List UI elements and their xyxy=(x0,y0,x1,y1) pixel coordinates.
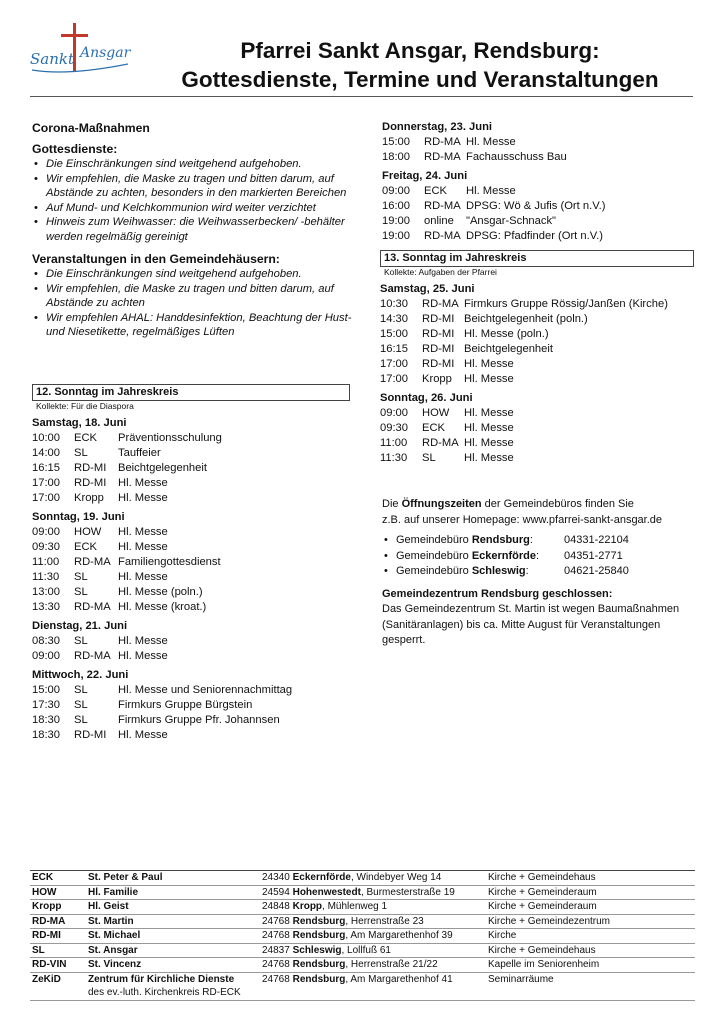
event: Beichtgelegenheit (poln.) xyxy=(464,313,588,325)
street: , Herrenstraße 23 xyxy=(345,915,424,927)
street: , Windebyer Weg 14 xyxy=(350,872,442,883)
location-code: RD-VIN xyxy=(30,958,86,973)
time: 09:30 xyxy=(32,541,60,553)
city: Rendsburg xyxy=(292,973,346,985)
place: ECK xyxy=(74,432,98,444)
time: 09:00 xyxy=(32,526,60,538)
office-schleswig xyxy=(382,564,694,580)
place: ECK xyxy=(424,185,448,197)
time: 08:30 xyxy=(32,635,60,647)
opening-hours-note xyxy=(382,497,694,513)
time: 17:00 xyxy=(380,358,408,370)
time: 15:00 xyxy=(32,684,60,696)
time: 18:00 xyxy=(382,151,410,163)
location-type: Kirche + Gemeinderaum xyxy=(486,885,695,900)
services-title: Gottesdienste: xyxy=(32,142,118,156)
event: Hl. Messe xyxy=(466,185,516,197)
location-code: SL xyxy=(30,943,86,958)
location-type: Kirche + Gemeindehaus xyxy=(486,871,695,886)
svg-text:Ansgar: Ansgar xyxy=(80,45,131,61)
time: 17:00 xyxy=(32,492,60,504)
office-sep: : xyxy=(525,565,529,577)
day-heading: Samstag, 18. Juni xyxy=(32,417,127,429)
corona-section xyxy=(32,121,352,340)
place: ECK xyxy=(422,422,446,434)
schedule-row xyxy=(382,229,694,244)
zip: 24768 xyxy=(262,915,293,927)
location-type: Kirche + Gemeindezentrum xyxy=(486,914,695,929)
schedule-row xyxy=(32,491,350,506)
schedule-row xyxy=(380,342,694,357)
sunday-13-section xyxy=(380,250,694,466)
place: RD-MA xyxy=(422,298,459,310)
zip: 24768 xyxy=(262,973,293,985)
place: online xyxy=(424,215,454,227)
city: Hohenwestedt xyxy=(292,886,361,898)
schedule-row xyxy=(32,446,350,461)
place: SL xyxy=(74,571,88,583)
time: 18:30 xyxy=(32,714,60,726)
location-name: St. Martin xyxy=(86,914,260,929)
location-address xyxy=(260,958,486,973)
schedule-row xyxy=(32,649,350,664)
zip: 24837 xyxy=(262,944,293,956)
event: Hl. Messe xyxy=(118,541,168,553)
time: 10:30 xyxy=(380,298,408,310)
place: SL xyxy=(74,684,88,696)
time: 17:30 xyxy=(32,699,60,711)
event: DPSG: Pfadfinder (Ort n.V.) xyxy=(466,230,603,242)
location-code: ZeKiD xyxy=(30,972,86,1000)
event: Beichtgelegenheit xyxy=(118,462,207,474)
location-type: Kirche + Gemeinderaum xyxy=(486,900,695,915)
schedule-row xyxy=(32,555,350,570)
event: Familiengottesdienst xyxy=(118,556,221,568)
place: SL xyxy=(74,447,88,459)
event: Firmkurs Gruppe Rössig/Janßen (Kirche) xyxy=(464,298,668,310)
location-name-line-2: des ev.-luth. Kirchenkreis RD-ECK xyxy=(88,987,241,998)
time: 15:00 xyxy=(380,328,408,340)
table-row xyxy=(30,958,695,973)
locations-table xyxy=(30,870,695,1001)
event: Hl. Messe xyxy=(118,526,168,538)
time: 11:00 xyxy=(380,437,408,449)
event: Hl. Messe xyxy=(466,136,516,148)
event: Hl. Messe xyxy=(118,635,168,647)
location-name-line: Zentrum für Kirchliche Dienste xyxy=(88,973,235,985)
event: Hl. Messe xyxy=(118,571,168,583)
closure-text: Das Gemeindezentrum St. Martin ist wegen Baumaßnahmen (Sanitäranlagen) bis ca. Mitte August für Veranstaltungen gesperrt. xyxy=(382,603,680,646)
day-heading: Dienstag, 21. Juni xyxy=(32,620,128,632)
zip: 24340 xyxy=(262,872,293,883)
location-name: St. Peter & Paul xyxy=(86,871,260,886)
table-row xyxy=(30,900,695,915)
place: RD-MA xyxy=(424,151,461,163)
schedule-row xyxy=(382,199,694,214)
schedule-list xyxy=(32,416,350,743)
time: 10:00 xyxy=(32,432,60,444)
place: RD-MA xyxy=(74,650,111,662)
event: Beichtgelegenheit xyxy=(464,343,553,355)
event: Hl. Messe xyxy=(464,422,514,434)
street: , Lollfuß 61 xyxy=(341,944,391,956)
schedule-row xyxy=(382,150,694,165)
schedule-row xyxy=(382,184,694,199)
event: Hl. Messe (poln.) xyxy=(118,586,203,598)
time: 09:00 xyxy=(380,407,408,419)
location-code: Kropp xyxy=(30,900,86,915)
office-phone: 04331-22104 xyxy=(564,534,629,546)
place: RD-MA xyxy=(424,230,461,242)
intro-text-2: der Gemeindebüros finden Sie xyxy=(481,498,634,510)
intro-text: Die xyxy=(382,498,402,510)
time: 13:30 xyxy=(32,601,60,613)
time: 17:00 xyxy=(380,373,408,385)
day-heading: Samstag, 25. Juni xyxy=(380,283,475,295)
schedule-row xyxy=(32,683,350,698)
time: 16:15 xyxy=(380,343,408,355)
schedule-row xyxy=(32,713,350,728)
office-sep: : xyxy=(529,534,533,546)
street: , Herrenstraße 21/22 xyxy=(345,959,438,970)
event: Hl. Messe xyxy=(464,407,514,419)
schedule-row xyxy=(380,357,694,372)
location-address xyxy=(260,871,486,886)
event: Firmkurs Gruppe Pfr. Johannsen xyxy=(118,714,280,726)
location-address xyxy=(260,943,486,958)
schedule-row xyxy=(380,451,694,466)
sunday-12-section xyxy=(32,384,350,743)
city: Rendsburg xyxy=(292,959,346,970)
day-heading: Sonntag, 26. Juni xyxy=(380,392,473,404)
place: RD-MI xyxy=(422,343,455,355)
day-heading: Freitag, 24. Juni xyxy=(382,170,468,182)
location-address xyxy=(260,900,486,915)
schedule-row xyxy=(32,600,350,615)
place: RD-MI xyxy=(422,313,455,325)
day-heading: Sonntag, 19. Juni xyxy=(32,511,125,523)
parish-logo xyxy=(28,20,138,80)
event: Hl. Messe xyxy=(118,650,168,662)
schedule-row xyxy=(32,476,350,491)
place: SL xyxy=(74,635,88,647)
schedule-row xyxy=(32,570,350,585)
office-eckernfoerde xyxy=(382,549,694,565)
time: 19:00 xyxy=(382,215,410,227)
list-item: • Die Einschränkungen sind weitgehend aufgehoben. xyxy=(32,267,352,282)
event: Hl. Messe (poln.) xyxy=(464,328,549,340)
schedule-row xyxy=(32,634,350,649)
homepage-link[interactable]: z.B. auf unserer Homepage: www.pfarrei-sankt-ansgar.de xyxy=(382,513,663,526)
list-item: • Wir empfehlen, die Maske zu tragen und bitten darum, auf Abstände zu achten, besonders in den markierten Bereichen xyxy=(32,172,352,201)
event: Hl. Messe (kroat.) xyxy=(118,601,207,613)
location-code: HOW xyxy=(30,885,86,900)
location-type: Kirche + Gemeindehaus xyxy=(486,943,695,958)
schedule-row xyxy=(32,728,350,743)
time: 19:00 xyxy=(382,230,410,242)
location-address xyxy=(260,914,486,929)
schedule-row xyxy=(32,525,350,540)
city: Rendsburg xyxy=(292,915,346,927)
services-list xyxy=(32,157,352,244)
time: 09:00 xyxy=(382,185,410,197)
place: Kropp xyxy=(422,373,452,385)
location-type: Seminarräume xyxy=(486,972,695,1000)
time: 09:30 xyxy=(380,422,408,434)
place: RD-MA xyxy=(74,556,111,568)
schedule-row xyxy=(380,327,694,342)
event: Fachausschuss Bau xyxy=(466,151,567,163)
location-name: St. Michael xyxy=(86,929,260,944)
location-address xyxy=(260,972,486,1000)
location-name xyxy=(86,972,260,1000)
time: 16:00 xyxy=(382,200,410,212)
schedule-row xyxy=(32,540,350,555)
place: ECK xyxy=(74,541,98,553)
location-address xyxy=(260,929,486,944)
table-row xyxy=(30,929,695,944)
office-name: Rendsburg xyxy=(471,534,530,546)
event: Hl. Messe und Seniorennachmittag xyxy=(118,684,293,696)
day-heading: Donnerstag, 23. Juni xyxy=(382,121,493,133)
location-code: RD-MA xyxy=(30,914,86,929)
title-line-2: Gottesdienste, Termine und Veranstaltungen xyxy=(181,67,659,92)
event: DPSG: Wö & Jufis (Ort n.V.) xyxy=(466,200,606,212)
list-item: • Wir empfehlen AHAL: Handdesinfektion, Beachtung der Hust- und Niesetikette, regelmäßiges Lüften xyxy=(32,311,352,340)
street: , Burmesterstraße 19 xyxy=(360,886,455,898)
zip: 24848 xyxy=(262,901,293,912)
place: RD-MI xyxy=(422,358,455,370)
event: Hl. Messe xyxy=(464,373,514,385)
zip: 24768 xyxy=(262,959,293,970)
event: Hl. Messe xyxy=(464,452,514,464)
header-divider xyxy=(30,96,693,97)
place: RD-MI xyxy=(422,328,455,340)
place: SL xyxy=(74,714,88,726)
time: 18:30 xyxy=(32,729,60,741)
place: HOW xyxy=(74,526,102,538)
office-label: Gemeindebüro xyxy=(396,565,472,577)
location-code: RD-MI xyxy=(30,929,86,944)
schedule-row xyxy=(380,297,694,312)
section-header: 12. Sonntag im Jahreskreis xyxy=(32,384,350,401)
place: RD-MA xyxy=(424,136,461,148)
contact-section xyxy=(382,497,694,649)
event: Hl. Messe xyxy=(118,477,168,489)
street: , Am Margarethenhof 39 xyxy=(345,930,453,941)
place: RD-MA xyxy=(422,437,459,449)
list-item: • Wir empfehlen, die Maske zu tragen und bitten darum, auf Abstände zu achten xyxy=(32,282,352,311)
table-row xyxy=(30,943,695,958)
event: Präventionsschulung xyxy=(118,432,222,444)
office-sep: : xyxy=(536,549,540,562)
city: Schleswig xyxy=(292,944,342,956)
office-phone: 04621-25840 xyxy=(564,565,629,577)
schedule-list xyxy=(382,120,694,244)
corona-title: Corona-Maßnahmen xyxy=(32,121,150,135)
place: SL xyxy=(422,452,436,464)
schedule-row xyxy=(32,431,350,446)
schedule-row xyxy=(380,372,694,387)
day-heading: Mittwoch, 22. Juni xyxy=(32,669,129,681)
schedule-row xyxy=(380,406,694,421)
place: RD-MA xyxy=(424,200,461,212)
list-item: • Hinweis zum Weihwasser: die Weihwasserbecken/ -behälter werden regelmäßig gereinigt xyxy=(32,215,352,244)
time: 17:00 xyxy=(32,477,60,489)
table-row xyxy=(30,914,695,929)
place: SL xyxy=(74,586,88,598)
place: SL xyxy=(74,699,88,711)
event: Hl. Messe xyxy=(118,729,168,741)
time: 11:30 xyxy=(380,452,408,464)
collection-note: Kollekte: Für die Diaspora xyxy=(36,401,134,411)
place: RD-MI xyxy=(74,462,107,474)
event: Firmkurs Gruppe Bürgstein xyxy=(118,699,253,711)
schedule-row xyxy=(32,461,350,476)
intro-bold: Öffnungszeiten xyxy=(401,498,482,510)
events-title: Veranstaltungen in den Gemeindehäusern: xyxy=(32,252,280,266)
week-section xyxy=(382,120,694,244)
street: , Mühlenweg 1 xyxy=(322,901,388,912)
place: RD-MI xyxy=(74,477,107,489)
page-title xyxy=(150,36,690,94)
office-label: Gemeindebüro xyxy=(396,534,472,546)
event: Hl. Messe xyxy=(118,492,168,504)
location-name: Hl. Geist xyxy=(86,900,260,915)
location-name: St. Vincenz xyxy=(86,958,260,973)
event: Hl. Messe xyxy=(464,358,514,370)
location-address xyxy=(260,885,486,900)
event: "Ansgar-Schnack" xyxy=(466,215,557,227)
event: Hl. Messe xyxy=(464,437,514,449)
schedule-row xyxy=(32,698,350,713)
time: 09:00 xyxy=(32,650,60,662)
time: 14:00 xyxy=(32,447,60,459)
time: 11:00 xyxy=(32,556,60,568)
location-type: Kirche xyxy=(486,929,695,944)
office-phone: 04351-2771 xyxy=(564,549,623,562)
office-name: Eckernförde xyxy=(471,549,537,562)
schedule-list xyxy=(380,282,694,466)
table-row xyxy=(30,885,695,900)
time: 11:30 xyxy=(32,571,60,583)
schedule-row xyxy=(380,312,694,327)
time: 13:00 xyxy=(32,586,60,598)
zip: 24768 xyxy=(262,930,293,941)
place: Kropp xyxy=(74,492,104,504)
zip: 24594 xyxy=(262,886,293,898)
schedule-row xyxy=(32,585,350,600)
place: RD-MI xyxy=(74,729,107,741)
office-name: Schleswig xyxy=(471,565,526,577)
time: 14:30 xyxy=(380,313,408,325)
location-name: St. Ansgar xyxy=(86,943,260,958)
city: Kropp xyxy=(292,901,323,912)
section-header: 13. Sonntag im Jahreskreis xyxy=(380,250,694,267)
schedule-row xyxy=(382,214,694,229)
location-code: ECK xyxy=(30,871,86,886)
office-rendsburg xyxy=(382,533,694,549)
street: , Am Margarethenhof 41 xyxy=(345,973,453,985)
time: 15:00 xyxy=(382,136,410,148)
city: Rendsburg xyxy=(292,930,346,941)
collection-note: Kollekte: Aufgaben der Pfarrei xyxy=(384,267,497,277)
schedule-row xyxy=(380,421,694,436)
schedule-row xyxy=(380,436,694,451)
event: Tauffeier xyxy=(118,447,161,459)
time: 16:15 xyxy=(32,462,60,474)
title-line-1: Pfarrei Sankt Ansgar, Rendsburg: xyxy=(240,38,600,63)
place: HOW xyxy=(422,407,450,419)
place: RD-MA xyxy=(74,601,111,613)
list-item: • Auf Mund- und Kelchkommunion wird weiter verzichtet xyxy=(32,201,352,216)
table-row xyxy=(30,972,695,1000)
events-list xyxy=(32,267,352,340)
location-name: Hl. Familie xyxy=(86,885,260,900)
closure-title: Gemeindezentrum Rendsburg geschlossen: xyxy=(382,587,613,600)
location-type: Kapelle im Seniorenheim xyxy=(486,958,695,973)
city: Eckernförde xyxy=(292,872,351,883)
table-row xyxy=(30,871,695,886)
svg-text:Sankt: Sankt xyxy=(30,50,74,68)
schedule-row xyxy=(382,135,694,150)
list-item: • Die Einschränkungen sind weitgehend aufgehoben. xyxy=(32,157,352,172)
office-label: Gemeindebüro xyxy=(396,549,472,562)
